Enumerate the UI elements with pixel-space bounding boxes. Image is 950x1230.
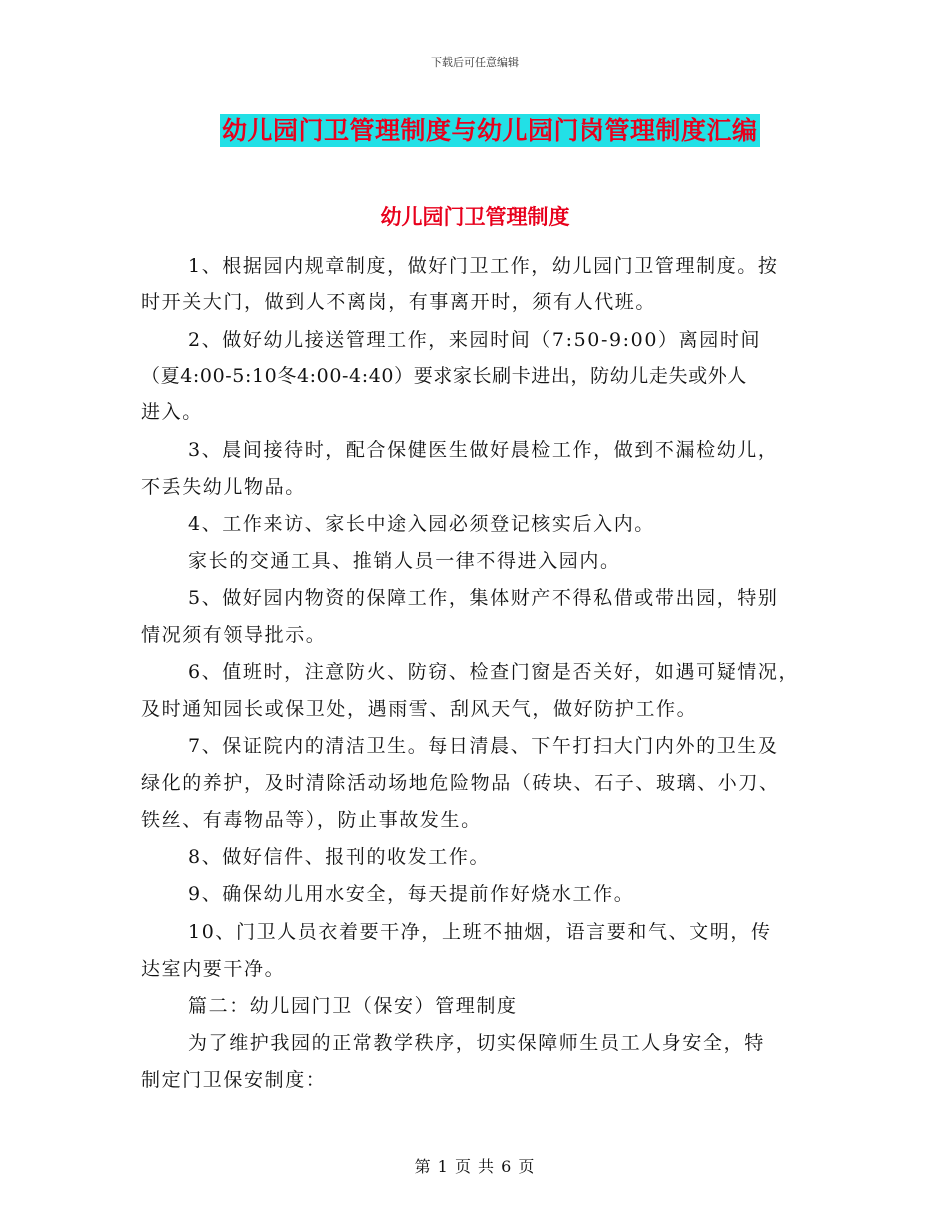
paragraph-line: 1、根据园内规章制度，做好门卫工作，幼儿园门卫管理制度。按 bbox=[188, 255, 779, 277]
document-title: 幼儿园门卫管理制度与幼儿园门岗管理制度汇编 bbox=[222, 116, 758, 145]
paragraph-line: 10、门卫人员衣着要干净，上班不抽烟，语言要和气、文明，传 bbox=[188, 921, 772, 943]
paragraph-line: 6、值班时，注意防火、防窃、检查门窗是否关好，如遇可疑情况， bbox=[188, 661, 800, 683]
paragraph-line: 7、保证院内的清洁卫生。每日清晨、下午打扫大门内外的卫生及 bbox=[188, 735, 779, 757]
paragraph-line: 达室内要干净。 bbox=[141, 958, 286, 980]
paragraph-line: 8、做好信件、报刊的收发工作。 bbox=[188, 846, 491, 868]
paragraph-line: 绿化的养护，及时清除活动场地危险物品（砖块、石子、玻璃、小刀、 bbox=[141, 772, 780, 794]
paragraph-line: 进入。 bbox=[141, 401, 203, 423]
paragraph-line: 情况须有领导批示。 bbox=[141, 624, 327, 646]
paragraph-line: 不丢失幼儿物品。 bbox=[141, 476, 306, 498]
paragraph-line: 为了维护我园的正常教学秩序，切实保障师生员工人身安全，特 bbox=[188, 1032, 765, 1054]
paragraph-line: 5、做好园内物资的保障工作，集体财产不得私借或带出园，特别 bbox=[188, 587, 779, 609]
paragraph-line: 9、确保幼儿用水安全，每天提前作好烧水工作。 bbox=[188, 883, 635, 905]
paragraph-line: 4、工作来访、家长中途入园必须登记核实后入内。 bbox=[188, 513, 655, 535]
paragraph-line: 家长的交通工具、推销人员一律不得进入园内。 bbox=[188, 550, 621, 572]
paragraph-line: 及时通知园长或保卫处，遇雨雪、刮风天气，做好防护工作。 bbox=[141, 698, 698, 720]
paragraph-line: 2、做好幼儿接送管理工作，来园时间（7:50-9:00）离园时间 bbox=[188, 329, 762, 351]
paragraph-line: 铁丝、有毒物品等），防止事故发生。 bbox=[141, 809, 482, 831]
paragraph-line: （夏4:00-5:10冬4:00-4:40）要求家长刷卡进出，防幼儿走失或外人 bbox=[141, 365, 747, 387]
page-number-footer: 第 1 页 共 6 页 bbox=[414, 1157, 536, 1176]
paragraph-line: 3、晨间接待时，配合保健医生做好晨检工作，做到不漏检幼儿， bbox=[188, 439, 779, 461]
paragraph-line: 制定门卫保安制度： bbox=[141, 1069, 327, 1091]
paragraph-line: 时开关大门，做到人不离岗，有事离开时，须有人代班。 bbox=[141, 291, 657, 313]
paragraph-line: 篇二：幼儿园门卫（保安）管理制度 bbox=[188, 995, 518, 1017]
header-note: 下载后可任意编辑 bbox=[431, 56, 519, 69]
section-title: 幼儿园门卫管理制度 bbox=[380, 205, 570, 229]
